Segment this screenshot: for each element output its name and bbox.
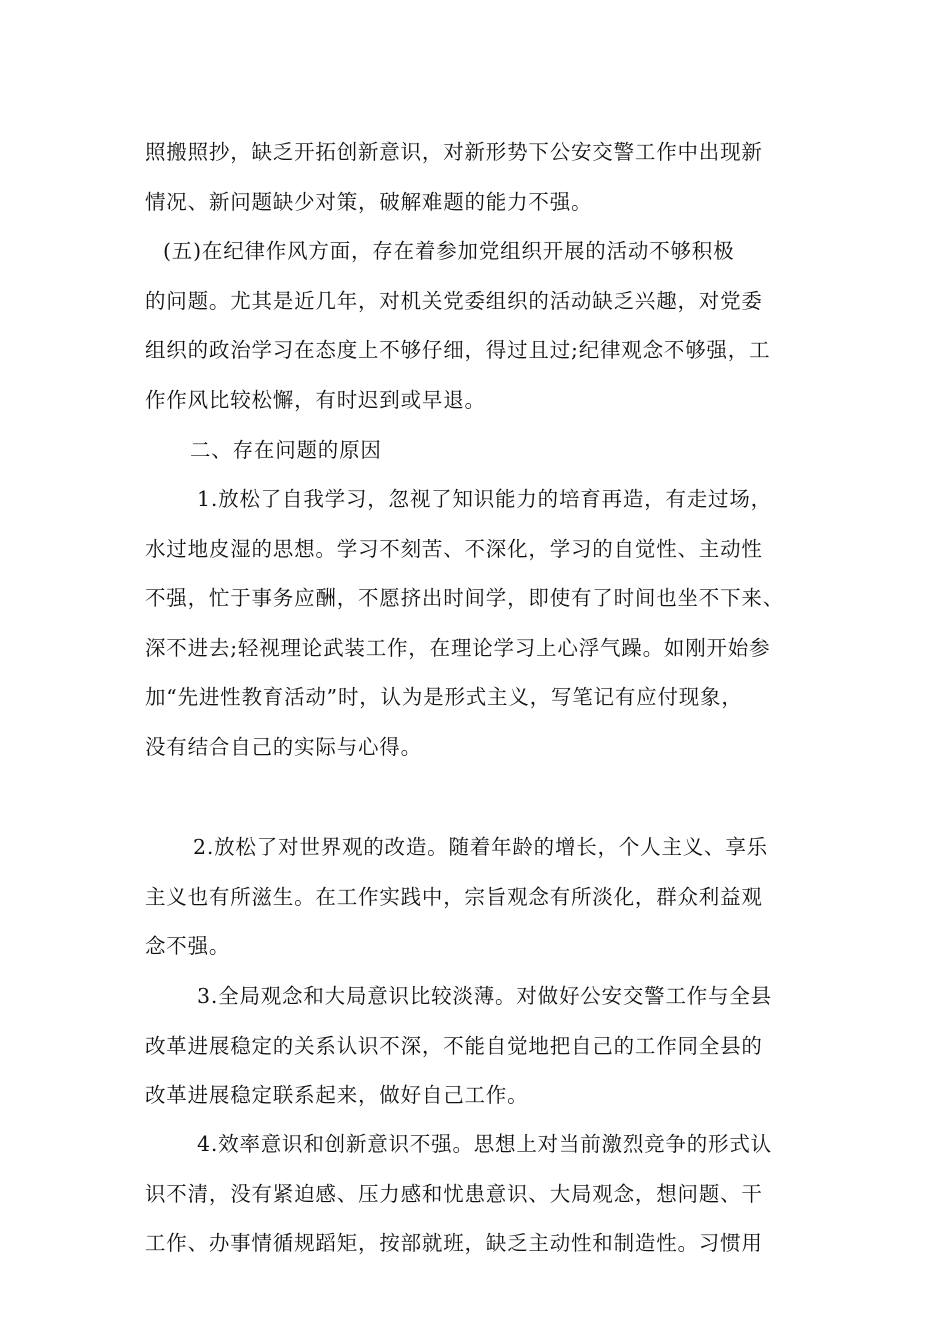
text-line: 改革进展稳定的关系认识不深，不能自觉地把自己的工作同全县的 [145,1033,763,1058]
text-line: 组织的政治学习在态度上不够仔细，得过且过;纪律观念不够强，工 [145,338,771,363]
text-line: 的问题。尤其是近几年，对机关党委组织的活动缺乏兴趣，对党委 [145,288,763,313]
paragraph-reason-4 [145,1120,810,1269]
text-line: 2.放松了对世界观的改造。随着年龄的增长，个人主义、享乐 [193,835,768,859]
text-line: 作作风比较松懈，有时迟到或早退。 [145,387,486,412]
text-line: 没有结合自己的实际与心得。 [145,734,422,759]
text-line: 3.全局观念和大局意识比较淡薄。对做好公安交警工作与全县 [197,984,772,1008]
paragraph-reason-2 [145,823,810,972]
text-line: 情况、新问题缺少对策，破解难题的能力不强。 [145,189,593,214]
text-line: 4.效率意识和创新意识不强。思想上对当前激烈竞争的形式认 [197,1132,772,1156]
paragraph-discipline-style [145,227,810,425]
text-line: 加“先进性教育活动”时，认为是形式主义，写笔记有应付现象， [145,685,743,710]
text-line: 1.放松了自我学习，忽视了知识能力的培育再造，有走过场， [197,487,772,511]
text-line: 不强，忙于事务应酬，不愿挤出时间学，即使有了时间也坐不下来、 [145,586,784,611]
text-line: 念不强。 [145,934,231,959]
paragraph-continuation [145,128,810,227]
paragraph-reason-3 [145,972,810,1121]
text-line: 工作、办事情循规蹈矩，按部就班，缺乏主动性和制造性。习惯用 [145,1231,763,1256]
section-heading [145,426,810,476]
paragraph-reason-1 [145,475,810,773]
text-line: (五)在纪律作风方面，存在着参加党组织开展的活动不够积极 [163,239,735,263]
text-line: 主义也有所滋生。在工作实践中，宗旨观念有所淡化，群众利益观 [145,884,763,909]
text-line: 识不清，没有紧迫感、压力感和忧患意识、大局观念，想问题、干 [145,1181,763,1206]
text-line: 水过地皮湿的思想。学习不刻苦、不深化，学习的自觉性、主动性 [145,536,763,561]
text-line: 改革进展稳定联系起来，做好自己工作。 [145,1083,529,1108]
section-heading-text: 二、存在问题的原因 [190,438,382,462]
text-line: 照搬照抄，缺乏开拓创新意识，对新形势下公安交警工作中出现新 [145,140,763,164]
text-line: 深不进去;轻视理论武装工作，在理论学习上心浮气躁。如刚开始参 [145,635,771,660]
